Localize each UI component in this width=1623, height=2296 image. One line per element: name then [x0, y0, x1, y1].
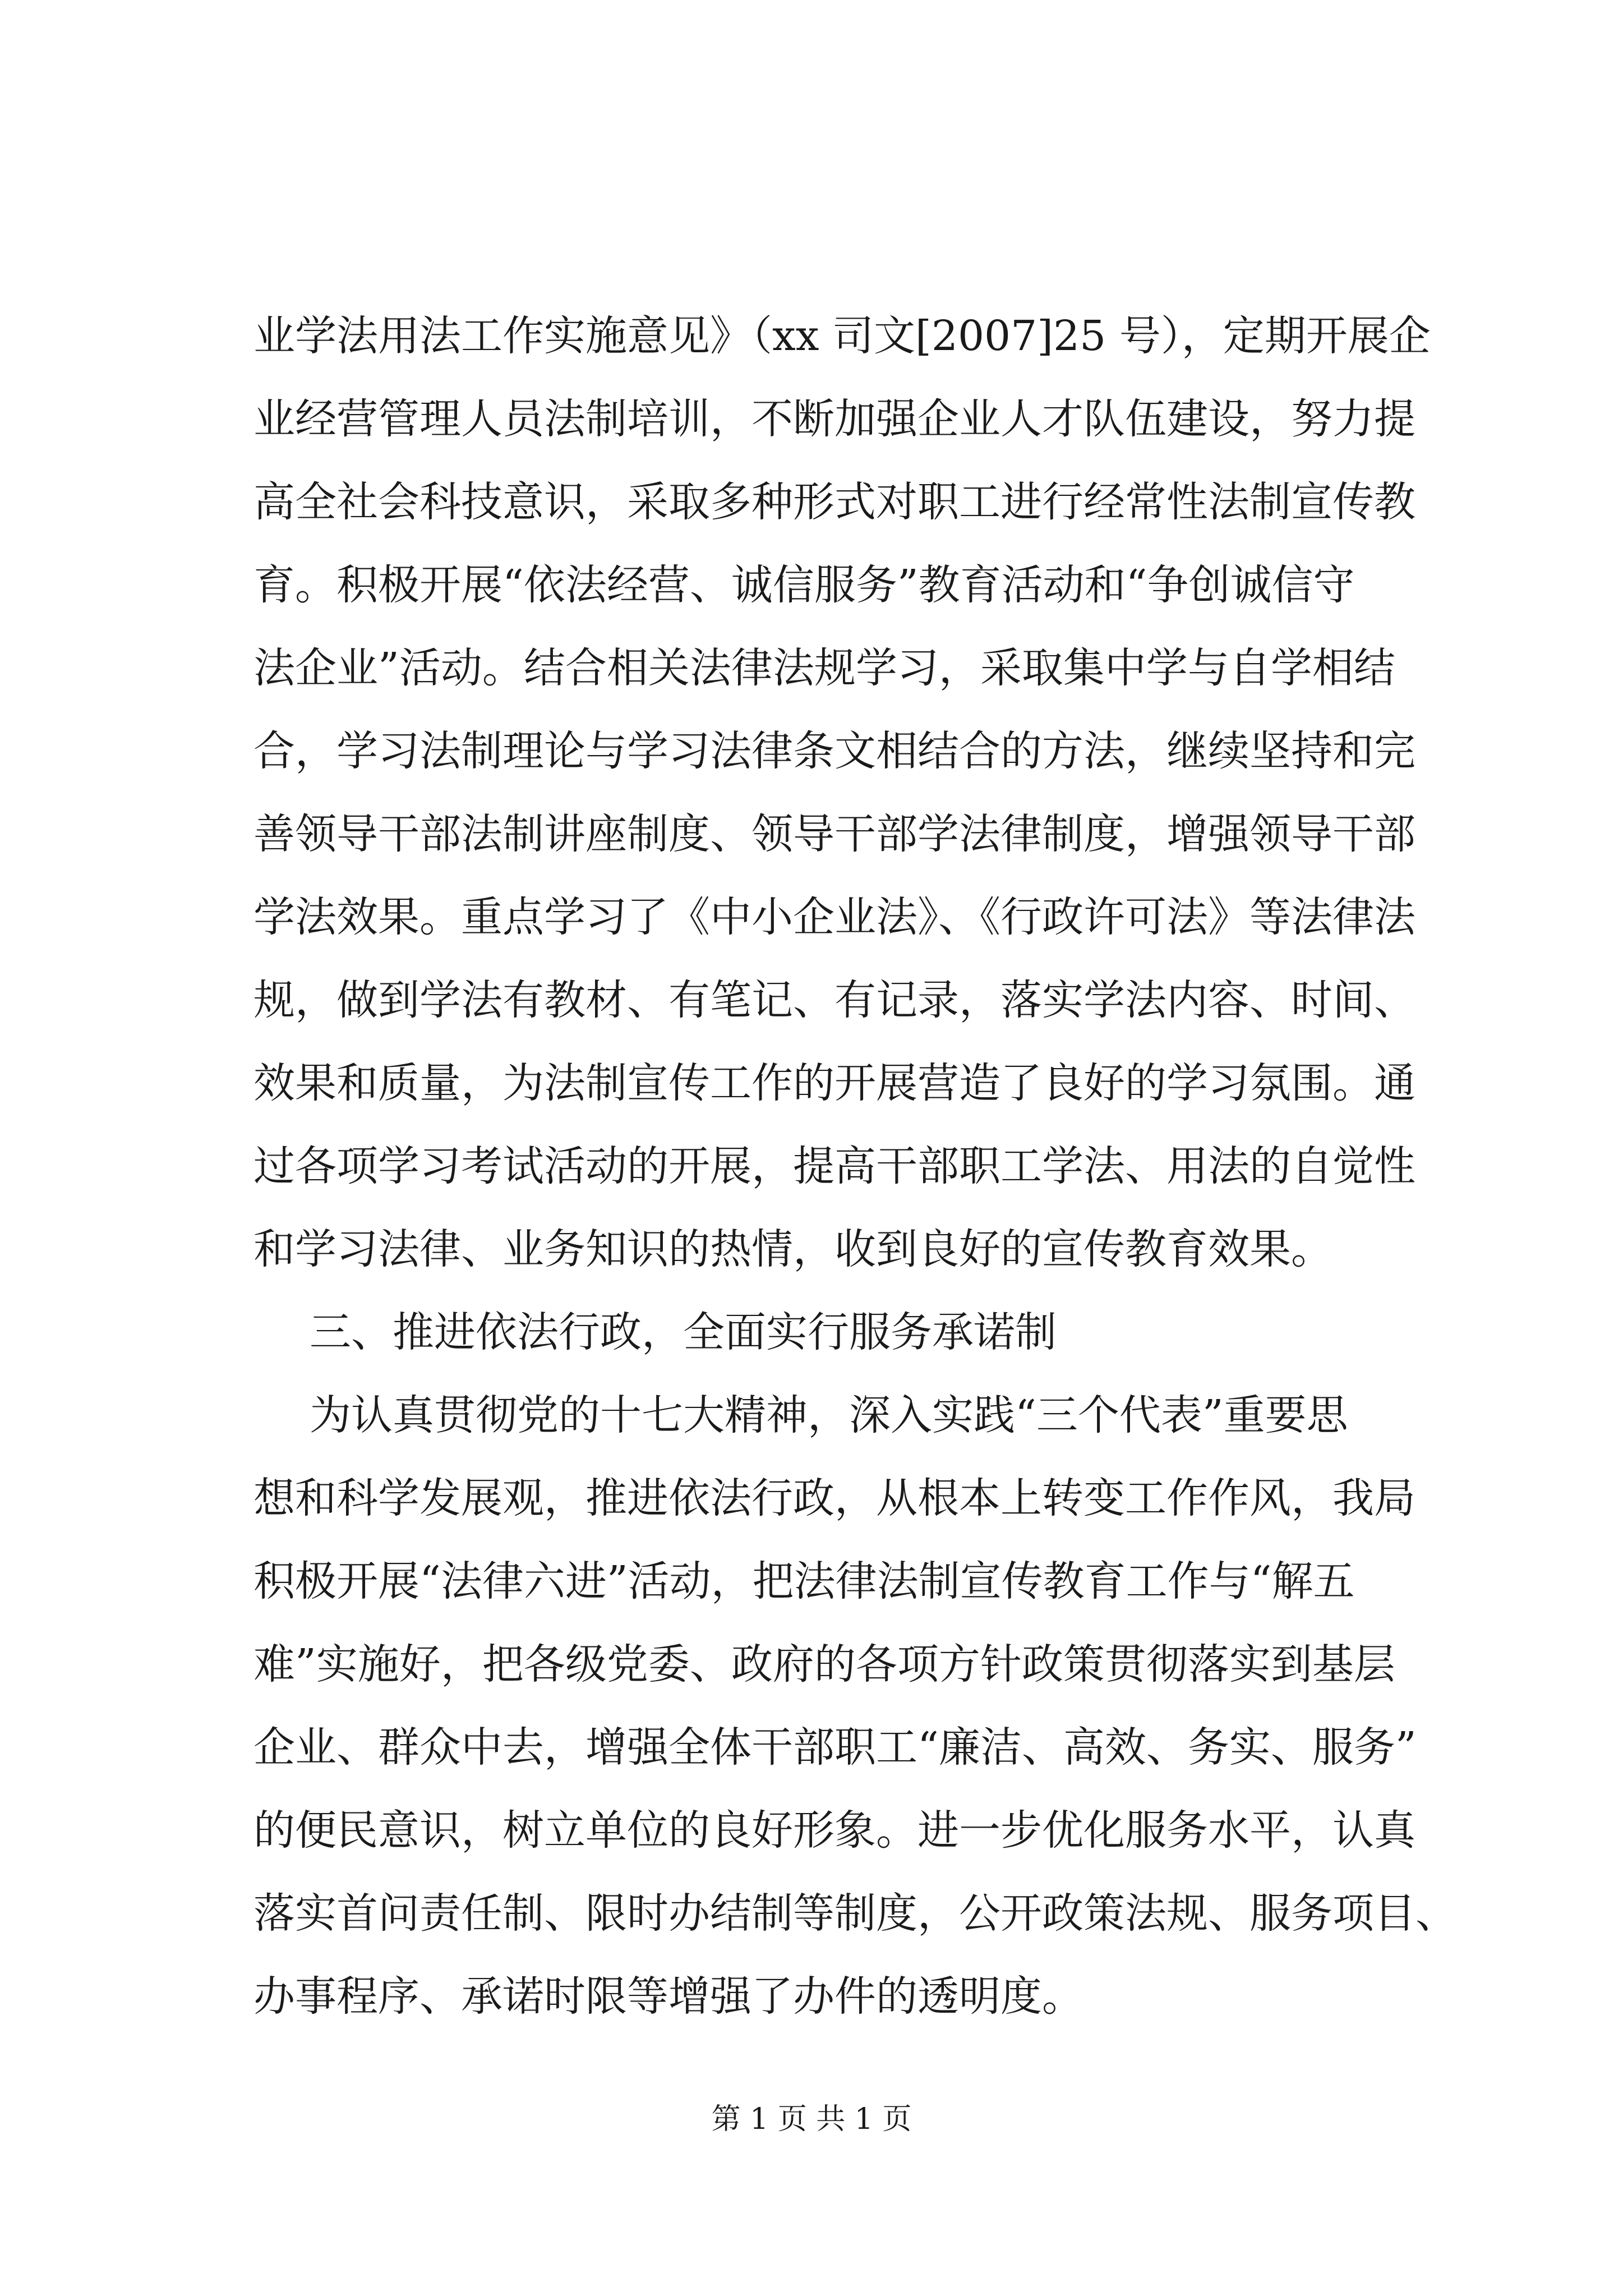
text-line: 效果和质量，为法制宣传工作的开展营造了良好的学习氛围。通 — [253, 1059, 1415, 1107]
text-line: 高全社会科技意识，采取多种形式对职工进行经常性法制宣传教 — [253, 478, 1415, 526]
text-line: 的便民意识，树立单位的良好形象。进一步优化服务水平，认真 — [253, 1806, 1415, 1855]
text-line: 学法效果。重点学习了《中小企业法》、《行政许可法》等法律法 — [253, 893, 1415, 941]
text-line: 法企业”活动。结合相关法律法规学习，采取集中学与自学相结 — [253, 644, 1395, 692]
text-line: 合，学习法制理论与学习法律条文相结合的方法，继续坚持和完 — [253, 727, 1415, 775]
text-line: 落实首问责任制、限时办结制等制度，公开政策法规、服务项目、 — [253, 1889, 1457, 1938]
text-line: 业经营管理人员法制培训，不断加强企业人才队伍建设，努力提 — [253, 395, 1415, 443]
text-line: 和学习法律、业务知识的热情，收到良好的宣传教育效果。 — [253, 1225, 1332, 1273]
section-heading: 三、推进依法行政，全面实行服务承诺制 — [310, 1308, 1057, 1356]
text-line: 育。积极开展“依法经营、诚信服务”教育活动和“争创诚信守 — [253, 561, 1355, 609]
text-line: 善领导干部法制讲座制度、领导干部学法律制度，增强领导干部 — [253, 810, 1415, 858]
page-footer: 第 1 页 共 1 页 — [711, 2102, 912, 2136]
text-line: 难”实施好，把各级党委、政府的各项方针政策贯彻落实到基层 — [253, 1640, 1395, 1688]
text-line: 企业、群众中去，增强全体干部职工“廉洁、高效、务实、服务” — [253, 1723, 1417, 1772]
text-line: 过各项学习考试活动的开展，提高干部职工学法、用法的自觉性 — [253, 1142, 1415, 1190]
text-line: 想和科学发展观，推进依法行政，从根本上转变工作作风，我局 — [253, 1474, 1415, 1522]
text-line: 为认真贯彻党的十七大精神，深入实践“三个代表”重要思 — [310, 1391, 1348, 1439]
text-line: 办事程序、承诺时限等增强了办件的透明度。 — [253, 1972, 1083, 2021]
text-line: 积极开展“法律六进”活动，把法律法制宣传教育工作与“解五 — [253, 1557, 1355, 1605]
text-line: 规，做到学法有教材、有笔记、有记录，落实学法内容、时间、 — [253, 976, 1415, 1024]
text-line: 业学法用法工作实施意见》（xx 司文[2007]25 号），定期开展企 — [253, 312, 1431, 360]
